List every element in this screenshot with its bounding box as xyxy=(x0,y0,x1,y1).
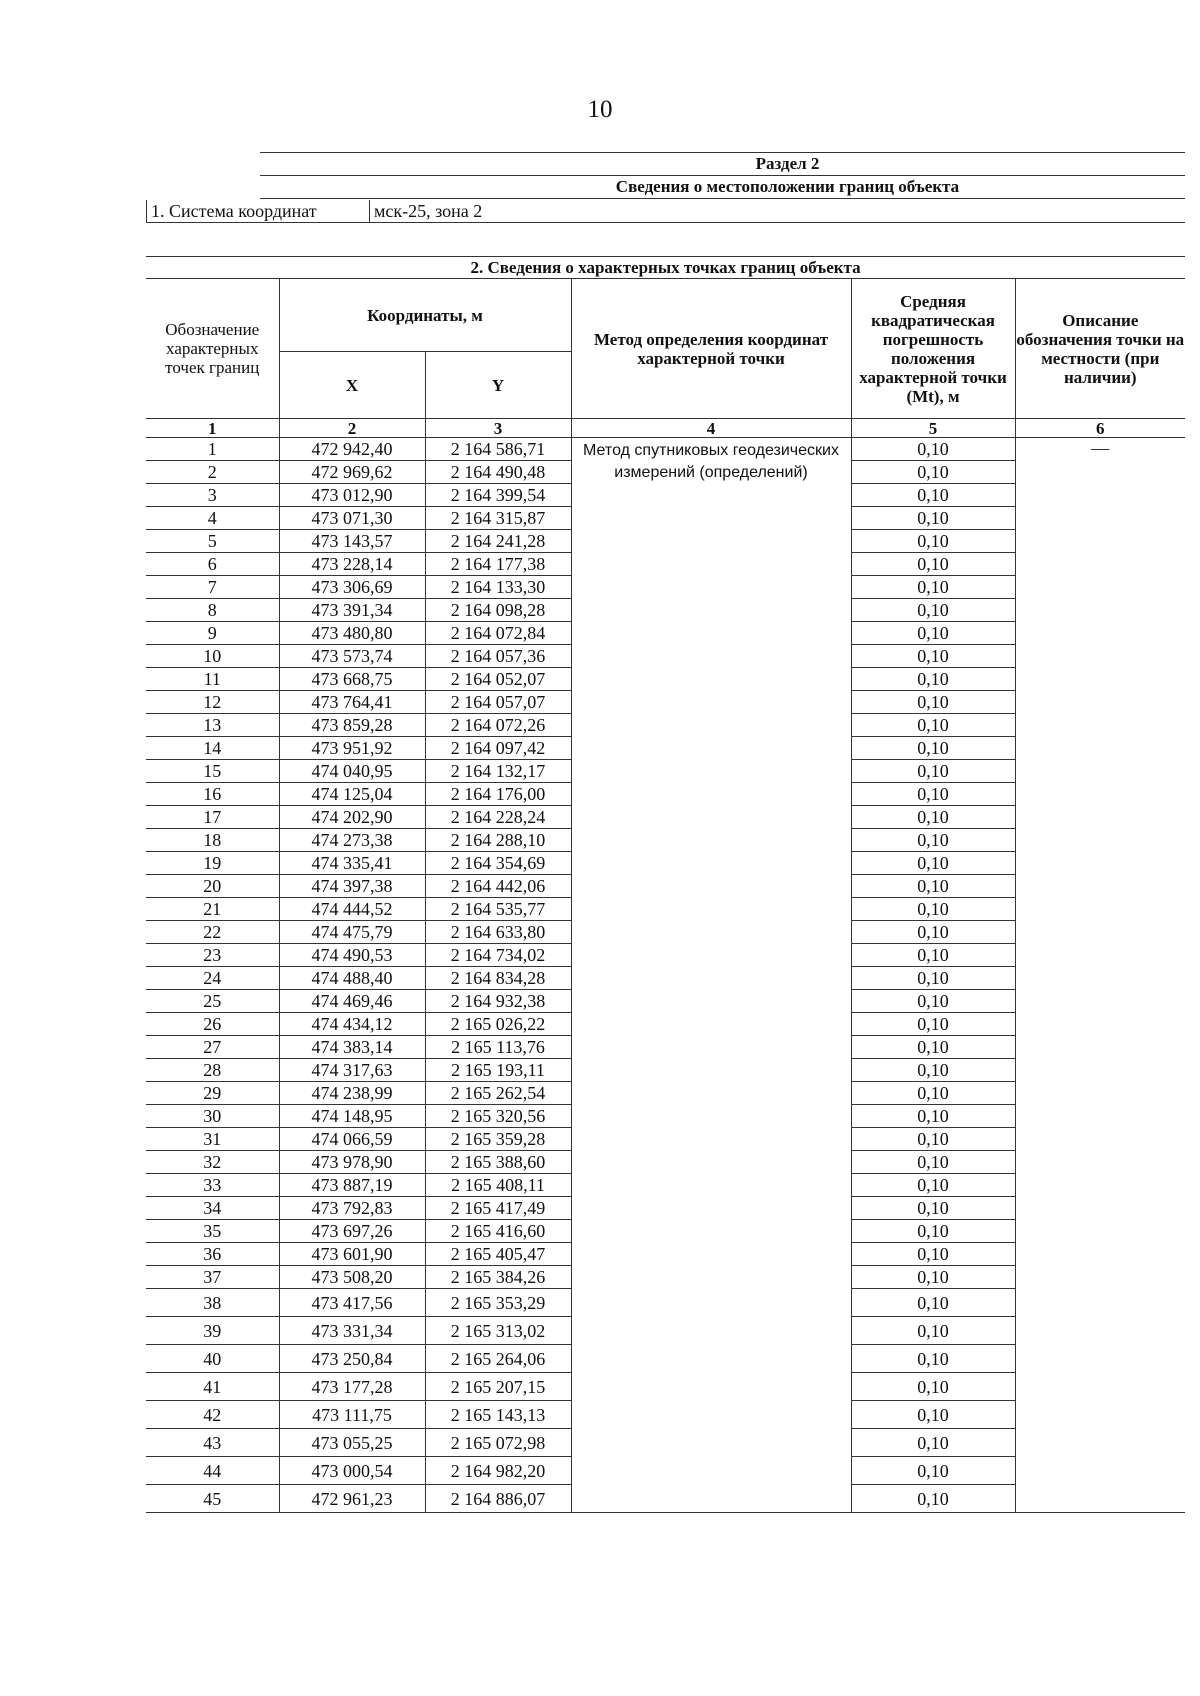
accuracy-mt: 0,10 xyxy=(851,507,1015,530)
accuracy-mt: 0,10 xyxy=(851,1151,1015,1174)
point-number: 9 xyxy=(146,622,279,645)
point-number: 8 xyxy=(146,599,279,622)
point-number: 45 xyxy=(146,1485,279,1513)
coordinate-x: 474 383,14 xyxy=(279,1036,425,1059)
coordinate-system-row xyxy=(146,200,1185,223)
column-number: 6 xyxy=(1015,419,1185,438)
coordinate-x: 474 040,95 xyxy=(279,760,425,783)
coordinate-x: 474 475,79 xyxy=(279,921,425,944)
point-number: 26 xyxy=(146,1013,279,1036)
coordinate-y: 2 165 405,47 xyxy=(425,1243,571,1266)
accuracy-mt: 0,10 xyxy=(851,599,1015,622)
point-number: 1 xyxy=(146,438,279,461)
point-number: 13 xyxy=(146,714,279,737)
coordinate-x: 473 859,28 xyxy=(279,714,425,737)
point-number: 40 xyxy=(146,1345,279,1373)
coordinate-y: 2 164 176,00 xyxy=(425,783,571,806)
point-number: 2 xyxy=(146,461,279,484)
coordinate-y: 2 164 072,26 xyxy=(425,714,571,737)
column-number: 3 xyxy=(425,419,571,438)
point-number: 16 xyxy=(146,783,279,806)
accuracy-mt: 0,10 xyxy=(851,1220,1015,1243)
point-number: 43 xyxy=(146,1429,279,1457)
accuracy-mt: 0,10 xyxy=(851,760,1015,783)
point-number: 44 xyxy=(146,1457,279,1485)
coordinate-y: 2 165 193,11 xyxy=(425,1059,571,1082)
point-number: 25 xyxy=(146,990,279,1013)
point-number: 5 xyxy=(146,530,279,553)
coordinate-x: 474 273,38 xyxy=(279,829,425,852)
accuracy-mt: 0,10 xyxy=(851,898,1015,921)
point-number: 23 xyxy=(146,944,279,967)
header-accuracy: Средняя квадратическая погрешность положения характерной точки (Mt), м xyxy=(851,279,1015,419)
point-number: 11 xyxy=(146,668,279,691)
coordinate-y: 2 165 320,56 xyxy=(425,1105,571,1128)
coordinate-x: 473 331,34 xyxy=(279,1317,425,1345)
accuracy-mt: 0,10 xyxy=(851,1082,1015,1105)
coordinate-x: 474 202,90 xyxy=(279,806,425,829)
accuracy-mt: 0,10 xyxy=(851,645,1015,668)
coordinate-x: 474 148,95 xyxy=(279,1105,425,1128)
coordinate-x: 473 228,14 xyxy=(279,553,425,576)
coordinate-y: 2 164 633,80 xyxy=(425,921,571,944)
header-method: Метод определения координат характерной точки xyxy=(571,279,851,419)
point-number: 20 xyxy=(146,875,279,898)
accuracy-mt: 0,10 xyxy=(851,1289,1015,1317)
coordinate-x: 473 668,75 xyxy=(279,668,425,691)
coordinate-x: 474 238,99 xyxy=(279,1082,425,1105)
coordinate-y: 2 164 932,38 xyxy=(425,990,571,1013)
coordinate-y: 2 165 416,60 xyxy=(425,1220,571,1243)
header-point: Обозначение характерных точек границ xyxy=(146,279,279,419)
coordinate-x: 474 397,38 xyxy=(279,875,425,898)
accuracy-mt: 0,10 xyxy=(851,461,1015,484)
accuracy-mt: 0,10 xyxy=(851,783,1015,806)
accuracy-mt: 0,10 xyxy=(851,1373,1015,1401)
column-number: 2 xyxy=(279,419,425,438)
coordinate-y: 2 165 207,15 xyxy=(425,1373,571,1401)
accuracy-mt: 0,10 xyxy=(851,1345,1015,1373)
accuracy-mt: 0,10 xyxy=(851,944,1015,967)
point-number: 3 xyxy=(146,484,279,507)
accuracy-mt: 0,10 xyxy=(851,1105,1015,1128)
point-number: 30 xyxy=(146,1105,279,1128)
coordinate-x: 474 317,63 xyxy=(279,1059,425,1082)
coordinate-y: 2 164 177,38 xyxy=(425,553,571,576)
coordinate-x: 473 012,90 xyxy=(279,484,425,507)
accuracy-mt: 0,10 xyxy=(851,484,1015,507)
coordinate-x: 473 573,74 xyxy=(279,645,425,668)
coordinate-x: 473 480,80 xyxy=(279,622,425,645)
section-title: Раздел 2 xyxy=(755,154,820,173)
coordinate-y: 2 165 143,13 xyxy=(425,1401,571,1429)
point-number: 35 xyxy=(146,1220,279,1243)
accuracy-mt: 0,10 xyxy=(851,1197,1015,1220)
accuracy-mt: 0,10 xyxy=(851,530,1015,553)
accuracy-mt: 0,10 xyxy=(851,990,1015,1013)
coordinate-system-label: 1. Система координат xyxy=(146,200,369,222)
accuracy-mt: 0,10 xyxy=(851,1174,1015,1197)
coordinate-y: 2 164 228,24 xyxy=(425,806,571,829)
coordinate-x: 473 177,28 xyxy=(279,1373,425,1401)
coordinate-y: 2 164 072,84 xyxy=(425,622,571,645)
accuracy-mt: 0,10 xyxy=(851,967,1015,990)
accuracy-mt: 0,10 xyxy=(851,1266,1015,1289)
column-number: 1 xyxy=(146,419,279,438)
accuracy-mt: 0,10 xyxy=(851,1317,1015,1345)
point-number: 10 xyxy=(146,645,279,668)
coordinate-y: 2 164 886,07 xyxy=(425,1485,571,1513)
point-number: 6 xyxy=(146,553,279,576)
accuracy-mt: 0,10 xyxy=(851,668,1015,691)
accuracy-mt: 0,10 xyxy=(851,576,1015,599)
coordinate-x: 472 961,23 xyxy=(279,1485,425,1513)
point-number: 12 xyxy=(146,691,279,714)
coordinate-y: 2 165 359,28 xyxy=(425,1128,571,1151)
coordinate-x: 473 111,75 xyxy=(279,1401,425,1429)
point-number: 31 xyxy=(146,1128,279,1151)
table-title: 2. Сведения о характерных точках границ объекта xyxy=(146,257,1185,279)
accuracy-mt: 0,10 xyxy=(851,1401,1015,1429)
point-number: 15 xyxy=(146,760,279,783)
point-number: 37 xyxy=(146,1266,279,1289)
coordinate-x: 474 469,46 xyxy=(279,990,425,1013)
point-number: 41 xyxy=(146,1373,279,1401)
coordinate-x: 473 143,57 xyxy=(279,530,425,553)
coordinate-x: 473 071,30 xyxy=(279,507,425,530)
accuracy-mt: 0,10 xyxy=(851,737,1015,760)
header-y: Y xyxy=(425,352,571,419)
table-body xyxy=(146,438,1185,1513)
column-number-row xyxy=(146,419,1185,438)
point-number: 4 xyxy=(146,507,279,530)
accuracy-mt: 0,10 xyxy=(851,1059,1015,1082)
coordinate-y: 2 165 388,60 xyxy=(425,1151,571,1174)
coordinate-y: 2 165 417,49 xyxy=(425,1197,571,1220)
point-number: 22 xyxy=(146,921,279,944)
point-number: 27 xyxy=(146,1036,279,1059)
point-number: 34 xyxy=(146,1197,279,1220)
coordinate-y: 2 165 353,29 xyxy=(425,1289,571,1317)
coordinate-y: 2 165 408,11 xyxy=(425,1174,571,1197)
accuracy-mt: 0,10 xyxy=(851,875,1015,898)
point-number: 19 xyxy=(146,852,279,875)
section-header xyxy=(260,152,1185,199)
coordinate-x: 474 125,04 xyxy=(279,783,425,806)
coordinate-y: 2 165 384,26 xyxy=(425,1266,571,1289)
coordinate-y: 2 164 288,10 xyxy=(425,829,571,852)
coordinate-x: 474 444,52 xyxy=(279,898,425,921)
point-number: 39 xyxy=(146,1317,279,1345)
point-number: 17 xyxy=(146,806,279,829)
coordinate-y: 2 165 264,06 xyxy=(425,1345,571,1373)
coordinate-x: 473 508,20 xyxy=(279,1266,425,1289)
section-subtitle: Сведения о местоположении границ объекта xyxy=(260,175,1185,199)
coordinate-y: 2 165 072,98 xyxy=(425,1429,571,1457)
point-number: 38 xyxy=(146,1289,279,1317)
header-coordinates: Координаты, м xyxy=(279,279,571,352)
coordinate-system-value: мск-25, зона 2 xyxy=(369,200,482,222)
header-x: X xyxy=(279,352,425,419)
coordinate-y: 2 164 132,17 xyxy=(425,760,571,783)
point-number: 7 xyxy=(146,576,279,599)
accuracy-mt: 0,10 xyxy=(851,553,1015,576)
accuracy-mt: 0,10 xyxy=(851,1128,1015,1151)
accuracy-mt: 0,10 xyxy=(851,921,1015,944)
coordinate-y: 2 164 097,42 xyxy=(425,737,571,760)
coordinate-y: 2 164 490,48 xyxy=(425,461,571,484)
coordinate-y: 2 164 535,77 xyxy=(425,898,571,921)
page-number: 10 xyxy=(587,96,613,123)
coordinate-x: 473 055,25 xyxy=(279,1429,425,1457)
coordinate-y: 2 164 586,71 xyxy=(425,438,571,461)
coordinate-y: 2 164 442,06 xyxy=(425,875,571,898)
point-number: 24 xyxy=(146,967,279,990)
coordinate-x: 474 434,12 xyxy=(279,1013,425,1036)
accuracy-mt: 0,10 xyxy=(851,438,1015,461)
coordinate-y: 2 164 057,07 xyxy=(425,691,571,714)
coordinate-y: 2 165 026,22 xyxy=(425,1013,571,1036)
coordinate-x: 473 792,83 xyxy=(279,1197,425,1220)
accuracy-mt: 0,10 xyxy=(851,1243,1015,1266)
coordinate-x: 474 335,41 xyxy=(279,852,425,875)
coordinate-y: 2 165 113,76 xyxy=(425,1036,571,1059)
coordinate-y: 2 164 057,36 xyxy=(425,645,571,668)
method-cell: Метод спутниковых геодезических измерений (определений) xyxy=(571,438,851,1513)
coordinate-x: 473 697,26 xyxy=(279,1220,425,1243)
description-cell: — xyxy=(1015,438,1185,1513)
coordinate-y: 2 165 262,54 xyxy=(425,1082,571,1105)
point-number: 33 xyxy=(146,1174,279,1197)
accuracy-mt: 0,10 xyxy=(851,691,1015,714)
coordinate-x: 472 942,40 xyxy=(279,438,425,461)
point-number: 28 xyxy=(146,1059,279,1082)
point-number: 32 xyxy=(146,1151,279,1174)
accuracy-mt: 0,10 xyxy=(851,1457,1015,1485)
coordinate-y: 2 164 098,28 xyxy=(425,599,571,622)
accuracy-mt: 0,10 xyxy=(851,714,1015,737)
accuracy-mt: 0,10 xyxy=(851,1485,1015,1513)
coordinate-y: 2 164 133,30 xyxy=(425,576,571,599)
point-number: 14 xyxy=(146,737,279,760)
coordinate-y: 2 164 354,69 xyxy=(425,852,571,875)
coordinate-x: 473 764,41 xyxy=(279,691,425,714)
accuracy-mt: 0,10 xyxy=(851,806,1015,829)
coordinate-x: 473 391,34 xyxy=(279,599,425,622)
coordinate-y: 2 164 834,28 xyxy=(425,967,571,990)
point-number: 21 xyxy=(146,898,279,921)
coordinate-y: 2 164 052,07 xyxy=(425,668,571,691)
accuracy-mt: 0,10 xyxy=(851,1429,1015,1457)
coordinate-y: 2 164 399,54 xyxy=(425,484,571,507)
boundary-points-table xyxy=(146,256,1185,1513)
coordinate-y: 2 164 241,28 xyxy=(425,530,571,553)
accuracy-mt: 0,10 xyxy=(851,622,1015,645)
coordinate-x: 473 887,19 xyxy=(279,1174,425,1197)
coordinate-x: 473 951,92 xyxy=(279,737,425,760)
accuracy-mt: 0,10 xyxy=(851,1036,1015,1059)
accuracy-mt: 0,10 xyxy=(851,1013,1015,1036)
coordinate-x: 474 066,59 xyxy=(279,1128,425,1151)
coordinate-x: 473 417,56 xyxy=(279,1289,425,1317)
header-description: Описание обозначения точки на местности (при наличии) xyxy=(1015,279,1185,419)
point-number: 29 xyxy=(146,1082,279,1105)
accuracy-mt: 0,10 xyxy=(851,829,1015,852)
coordinate-x: 473 601,90 xyxy=(279,1243,425,1266)
coordinate-x: 473 250,84 xyxy=(279,1345,425,1373)
coordinate-y: 2 164 982,20 xyxy=(425,1457,571,1485)
point-number: 36 xyxy=(146,1243,279,1266)
coordinate-y: 2 164 734,02 xyxy=(425,944,571,967)
coordinate-x: 472 969,62 xyxy=(279,461,425,484)
coordinate-x: 473 306,69 xyxy=(279,576,425,599)
coordinate-y: 2 164 315,87 xyxy=(425,507,571,530)
coordinate-x: 474 490,53 xyxy=(279,944,425,967)
column-number: 4 xyxy=(571,419,851,438)
coordinate-x: 473 978,90 xyxy=(279,1151,425,1174)
coordinate-y: 2 165 313,02 xyxy=(425,1317,571,1345)
point-number: 42 xyxy=(146,1401,279,1429)
accuracy-mt: 0,10 xyxy=(851,852,1015,875)
table-row xyxy=(146,438,1185,461)
point-number: 18 xyxy=(146,829,279,852)
coordinate-x: 473 000,54 xyxy=(279,1457,425,1485)
column-number: 5 xyxy=(851,419,1015,438)
coordinate-x: 474 488,40 xyxy=(279,967,425,990)
